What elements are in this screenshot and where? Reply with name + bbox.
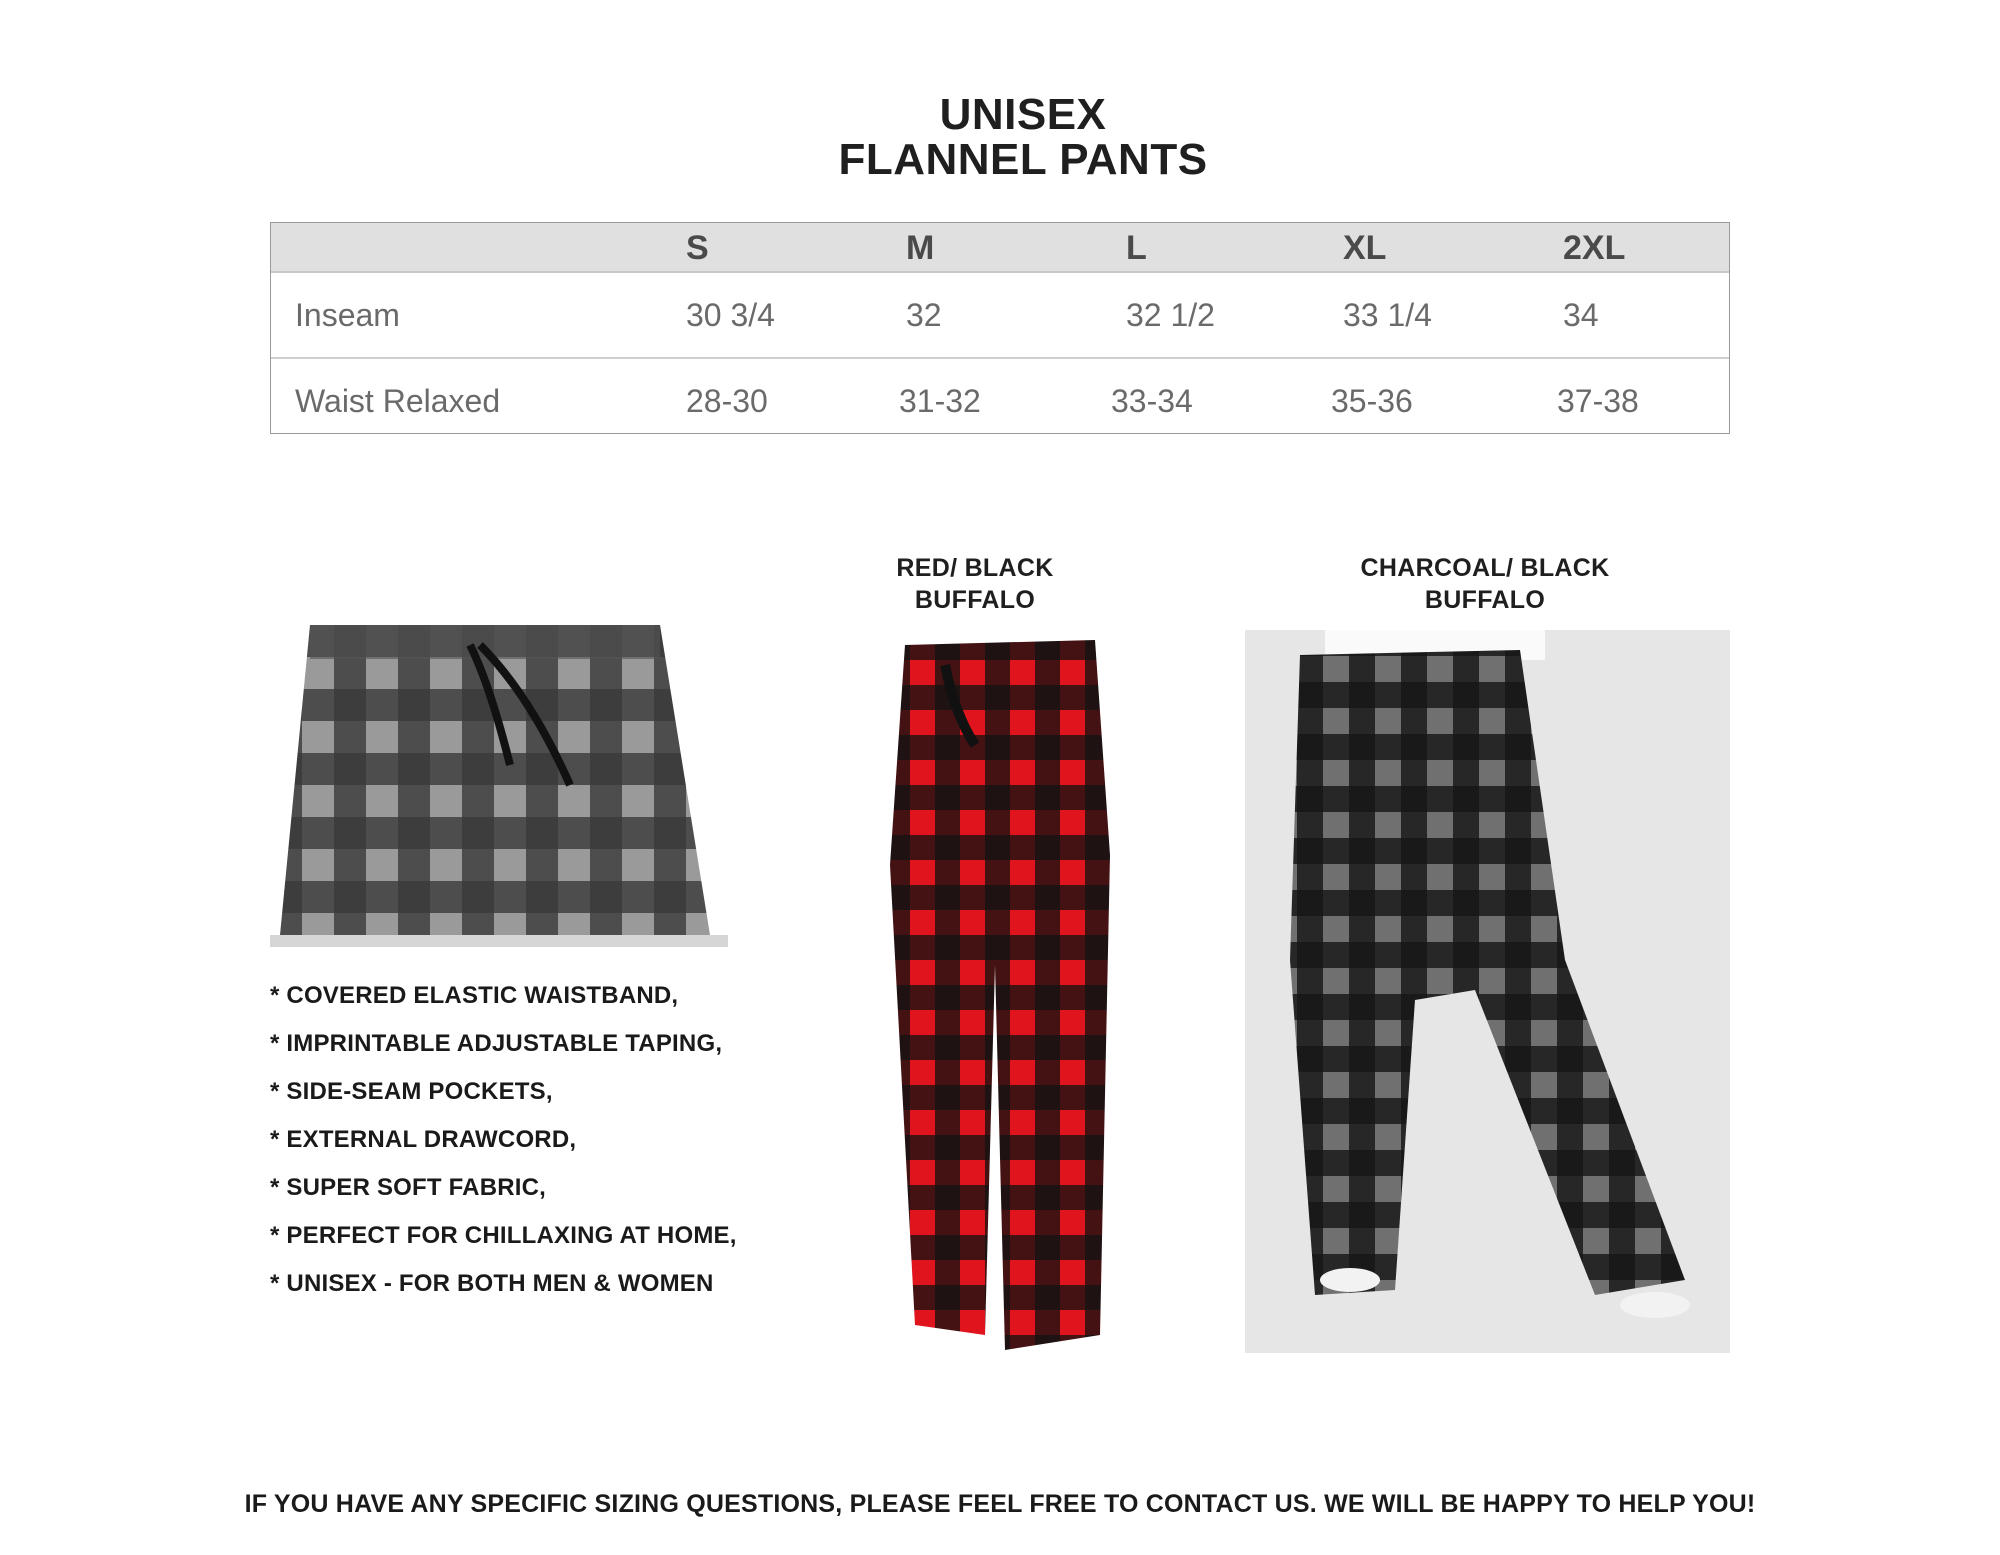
waistband-closeup-graphic [270, 625, 728, 947]
title-line-1: UNISEX [939, 90, 1107, 139]
feature-item: * COVERED ELASTIC WAISTBAND, [270, 982, 679, 1009]
feature-item: * EXTERNAL DRAWCORD, [270, 1126, 577, 1153]
feature-item: * PERFECT FOR CHILLAXING AT HOME, [270, 1222, 737, 1249]
header-size-xl: XL [1343, 229, 1387, 267]
feature-item: * SUPER SOFT FABRIC, [270, 1174, 547, 1201]
product-caption-red [855, 552, 1095, 616]
header-size-l: L [1126, 229, 1147, 267]
size-chart-table [270, 222, 1730, 434]
footer-contact-note: IF YOU HAVE ANY SPECIFIC SIZING QUESTIONS, PLEASE FEEL FREE TO CONTACT US. WE WILL BE HAPPY TO HELP YOU! [244, 1490, 1756, 1518]
table-header-row [271, 223, 1729, 273]
waist-s: 28-30 [686, 383, 768, 419]
header-size-m: M [906, 229, 935, 267]
red-black-pants-image [885, 635, 1115, 1355]
waist-2xl: 37-38 [1557, 383, 1639, 419]
product-caption-charcoal [1340, 552, 1630, 616]
charcoal-black-pants-image [1245, 630, 1730, 1353]
inseam-2xl: 34 [1563, 297, 1599, 333]
table-row-inseam [271, 273, 1729, 359]
title-line-2: FLANNEL PANTS [838, 135, 1208, 184]
inseam-s: 30 3/4 [686, 297, 775, 333]
feature-item: * IMPRINTABLE ADJUSTABLE TAPING, [270, 1030, 723, 1057]
inseam-xl: 33 1/4 [1343, 297, 1432, 333]
inseam-l: 32 1/2 [1126, 297, 1215, 333]
waistband-closeup-image [270, 625, 728, 947]
page-title [0, 92, 2000, 182]
row-label-waist: Waist Relaxed [295, 383, 501, 419]
waist-xl: 35-36 [1331, 383, 1413, 419]
feature-item: * SIDE-SEAM POCKETS, [270, 1078, 553, 1105]
red-black-pants-graphic [885, 635, 1115, 1355]
table-row-waist [271, 359, 1729, 443]
waist-l: 33-34 [1111, 383, 1193, 419]
feature-item: * UNISEX - FOR BOTH MEN & WOMEN [270, 1270, 714, 1297]
waist-m: 31-32 [899, 383, 981, 419]
feature-list [270, 972, 790, 1308]
caption-red-line-1: RED/ BLACK [896, 554, 1054, 582]
charcoal-black-pants-graphic [1245, 630, 1730, 1353]
inseam-m: 32 [906, 297, 942, 333]
row-label-inseam: Inseam [295, 297, 400, 333]
caption-charcoal-line-2: BUFFALO [1424, 586, 1546, 614]
header-size-2xl: 2XL [1563, 229, 1626, 267]
caption-charcoal-line-1: CHARCOAL/ BLACK [1360, 554, 1610, 582]
caption-red-line-2: BUFFALO [914, 586, 1036, 614]
header-size-s: S [686, 229, 709, 267]
